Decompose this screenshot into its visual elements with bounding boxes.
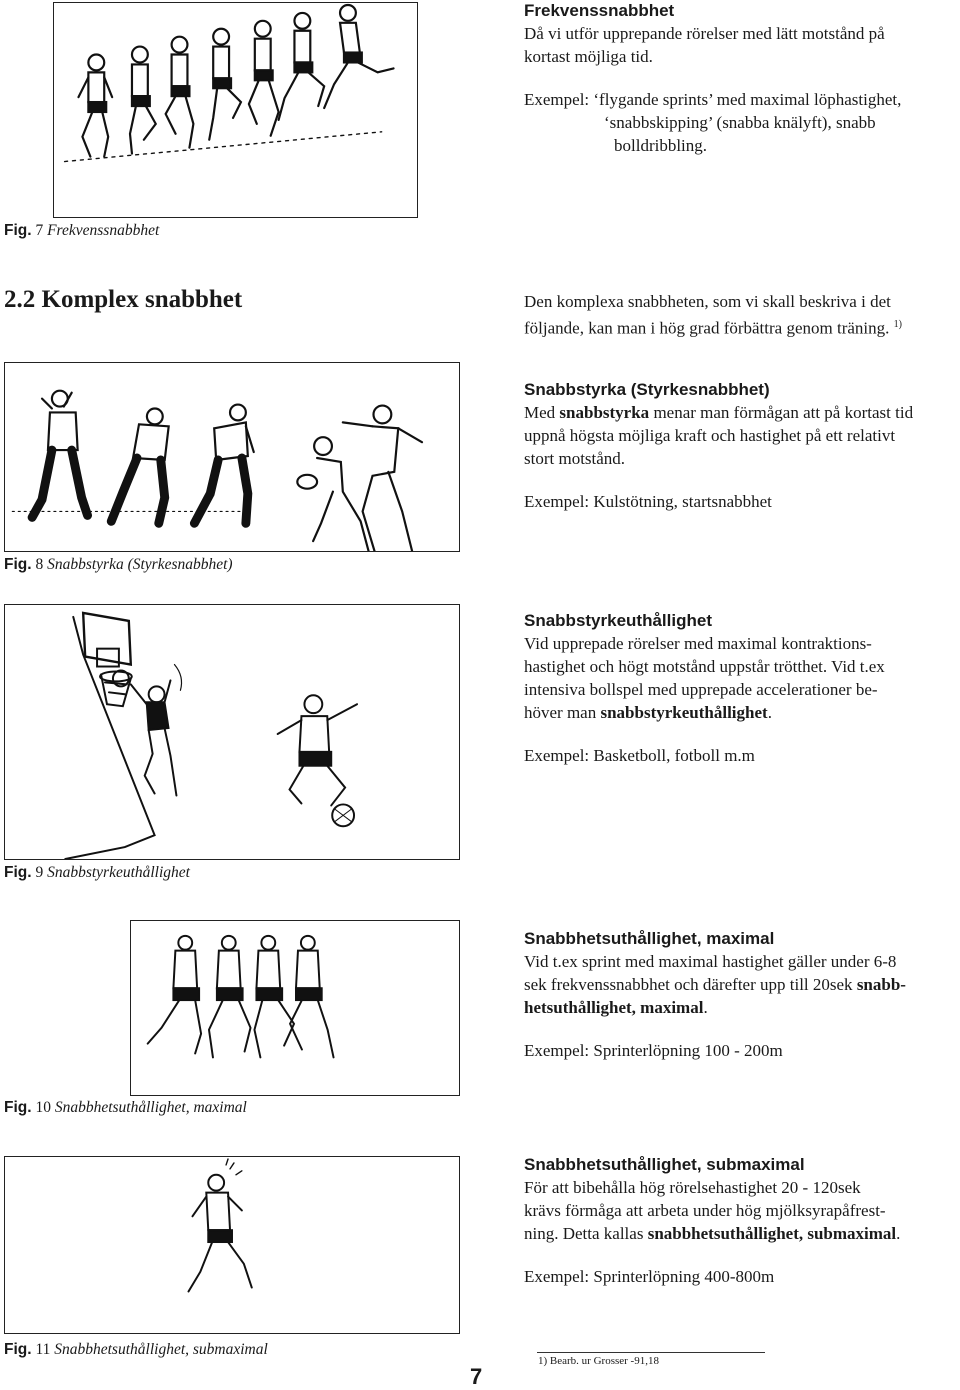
paragraph-line: hastighet och högt motstånd uppstår trötthet. Vid t.ex <box>524 657 885 676</box>
paragraph-text: . <box>767 703 772 722</box>
fig-text: Frekvenssnabbhet <box>47 222 160 239</box>
paragraph-text: sek frekvenssnabbhet och därefter upp till 20sek <box>524 975 857 994</box>
fig-label: Fig. <box>4 1341 32 1358</box>
figure-7-illustration <box>53 2 418 218</box>
figure-9-caption <box>4 864 190 882</box>
paragraph-text: Med <box>524 403 560 422</box>
example-line: ‘snabbskipping’ (snabba knälyft), snabb <box>604 113 876 132</box>
sprinters-group-drawing <box>131 921 459 1095</box>
fig-label: Fig. <box>4 556 32 573</box>
example-line: Exempel: Sprinterlöpning 100 - 200m <box>524 1041 783 1060</box>
paragraph-text: . <box>896 1224 901 1243</box>
footnote-ref: 1) <box>893 319 902 330</box>
sprinters-drawing <box>54 3 417 217</box>
section-title: Snabbhetsuthållighet, submaximal <box>524 1155 805 1174</box>
ball-sports-drawing <box>5 605 459 859</box>
section-snabbhetsuthallighet-maximal <box>524 928 944 1062</box>
figure-9-illustration <box>4 604 460 860</box>
example-line: Exempel: ‘flygande sprints’ med maximal löphastighet, <box>524 90 902 109</box>
paragraph-line: Vid t.ex sprint med maximal hastighet gäller under 6-8 <box>524 952 897 971</box>
fig-text: Snabbhetsuthållighet, maximal <box>54 1099 247 1116</box>
paragraph-line: Vid upprepade rörelser med maximal kontraktions- <box>524 634 872 653</box>
fig-number: 11 <box>35 1341 51 1358</box>
fig-number: 8 <box>35 556 44 573</box>
bold-term: snabb- <box>856 975 906 994</box>
example-line: Exempel: Kulstötning, startsnabbhet <box>524 492 772 511</box>
paragraph-line: intensiva bollspel med upprepade accelerationer be- <box>524 680 878 699</box>
paragraph-line: stort motstånd. <box>524 449 626 468</box>
example-line: Exempel: Sprinterlöpning 400-800m <box>524 1267 775 1286</box>
paragraph-text: höver man <box>524 703 601 722</box>
runner-drawing <box>5 1157 459 1333</box>
fig-number: 9 <box>35 864 44 881</box>
bold-term: snabbstyrkeuthållighet <box>600 703 768 722</box>
paragraph-text: menar man förmågan att på kortast tid <box>649 403 914 422</box>
section-snabbhetsuthallighet-submaximal <box>524 1154 944 1288</box>
paragraph-line <box>524 1222 944 1245</box>
paragraph-line <box>524 313 944 340</box>
footnote: 1) Bearb. ur Grosser -91,18 <box>538 1355 659 1367</box>
paragraph-line <box>524 996 944 1019</box>
figure-11-caption <box>4 1341 268 1359</box>
section-frekvenssnabbhet <box>524 0 944 157</box>
paragraph-line: krävs förmåga att arbeta under hög mjölksyrapåfrest- <box>524 1201 886 1220</box>
page-number: 7 <box>470 1364 483 1389</box>
fig-text: Snabbhetsuthållighet, submaximal <box>54 1341 268 1358</box>
paragraph-line <box>524 973 944 996</box>
section-snabbstyrka <box>524 379 944 513</box>
section-title: Snabbstyrka (Styrkesnabbhet) <box>524 380 770 399</box>
bold-term: hetsuthållighet, maximal <box>524 998 704 1017</box>
section-snabbstyrkeuthallighet <box>524 610 944 767</box>
paragraph-text: ning. Detta kallas <box>524 1224 648 1243</box>
bold-term: snabbstyrka <box>559 403 650 422</box>
fig-label: Fig. <box>4 864 32 881</box>
figure-10-illustration <box>130 920 460 1096</box>
fig-text: Snabbstyrkeuthållighet <box>47 864 190 881</box>
bold-term: snabbhetsuthållighet, submaximal <box>647 1224 897 1243</box>
paragraph-line: kortast möjliga tid. <box>524 47 653 66</box>
paragraph-line: För att bibehålla hög rörelsehastighet 20 - 120sek <box>524 1178 861 1197</box>
section-heading: 2.2 Komplex snabbhet <box>4 286 243 313</box>
example-line: bolldribbling. <box>614 136 708 155</box>
section-title: Frekvenssnabbhet <box>524 1 675 20</box>
footnote-divider <box>537 1352 765 1353</box>
fig-number: 7 <box>35 222 44 239</box>
section-title: Snabbstyrkeuthållighet <box>524 611 712 630</box>
figure-10-caption <box>4 1099 247 1117</box>
paragraph-text: . <box>703 998 708 1017</box>
fig-label: Fig. <box>4 222 32 239</box>
fig-text: Snabbstyrka (Styrkesnabbhet) <box>47 556 233 573</box>
section-title: Snabbhetsuthållighet, maximal <box>524 929 775 948</box>
fig-label: Fig. <box>4 1099 32 1116</box>
figure-11-illustration <box>4 1156 460 1334</box>
figure-8-illustration <box>4 362 460 552</box>
section-intro <box>524 290 944 340</box>
shot-put-drawing <box>5 363 459 551</box>
paragraph-line: uppnå högsta möjliga kraft och hastighet på ett relativt <box>524 426 896 445</box>
paragraph-line <box>524 701 944 724</box>
paragraph-line: Då vi utför upprepande rörelser med lätt motstånd på <box>524 24 885 43</box>
paragraph-line: Den komplexa snabbheten, som vi skall beskriva i det <box>524 292 891 311</box>
figure-7-caption <box>4 222 159 240</box>
paragraph-text: följande, kan man i hög grad förbättra genom träning. <box>524 318 890 338</box>
paragraph-line <box>524 401 944 424</box>
figure-8-caption <box>4 556 233 574</box>
example-line: Exempel: Basketboll, fotboll m.m <box>524 746 755 765</box>
fig-number: 10 <box>35 1099 51 1116</box>
